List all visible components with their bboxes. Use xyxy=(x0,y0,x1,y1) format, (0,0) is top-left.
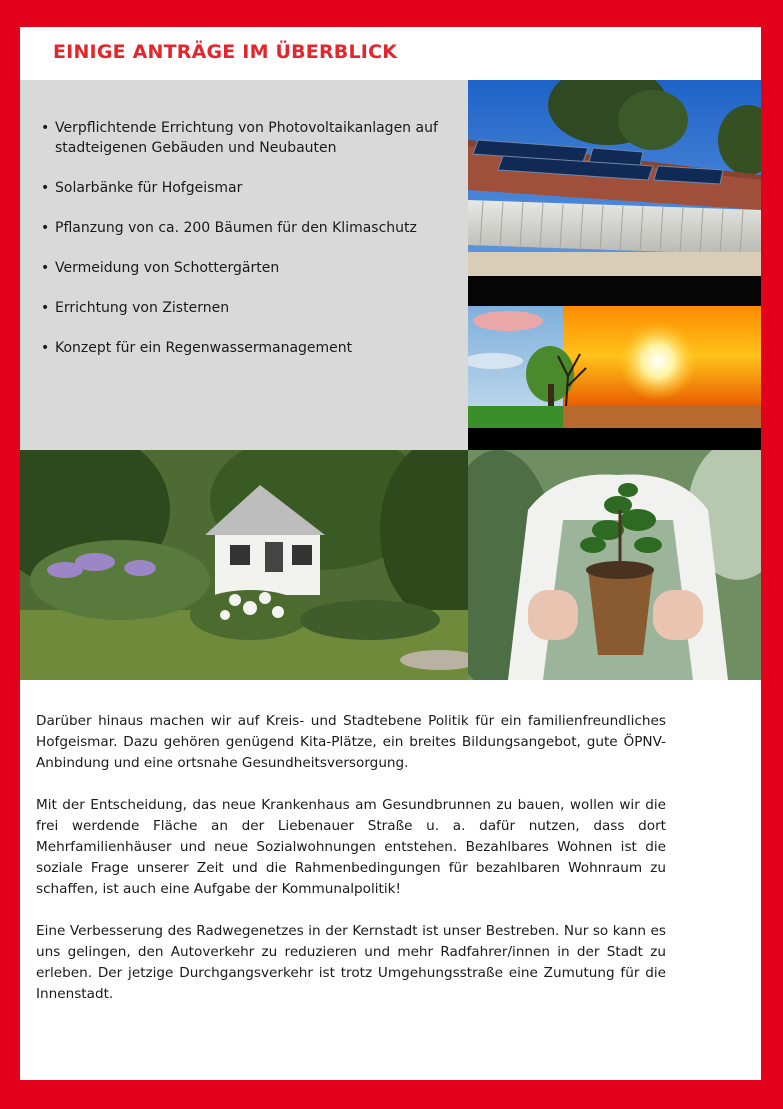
list-item-text: Solarbänke für Hofgeismar xyxy=(55,180,243,196)
list-item xyxy=(40,218,460,238)
list-item-text: Vermeidung von Schottergärten xyxy=(55,260,280,276)
measures-panel xyxy=(20,80,468,450)
garden-house-photo xyxy=(20,450,468,680)
plant-pot-photo xyxy=(468,450,761,680)
bullet-icon: • xyxy=(41,120,50,136)
list-item-text: Pflanzung von ca. 200 Bäumen für den Klimaschutz xyxy=(55,220,417,236)
bullet-icon: • xyxy=(41,220,50,236)
list-item-text: Verpflichtende Errichtung von Photovoltaikanlagen auf stadteigenen Gebäuden und Neubauten xyxy=(55,120,438,156)
paragraph: Eine Verbesserung des Radwegenetzes in der Kernstadt ist unser Bestreben. Nur so kann es uns gelingen, den Autoverkehr zu reduzieren und mehr Radfahrer/innen in der Stadt zu erleben. Der jetzige Durchgangsverkehr ist trotz Umgehungsstraße eine Zumutung für die Innenstadt. xyxy=(36,923,666,1002)
solar-roof-photo xyxy=(468,80,761,306)
paragraph: Mit der Entscheidung, das neue Krankenhaus am Gesundbrunnen zu bauen, wollen wir die frei werdende Fläche an der Liebenauer Straße u. a. dafür nutzen, dass dort Mehrfamilienhäuser und neue Sozialwohnungen entstehen. Bezahlbares Wohnen ist die soziale Frage unserer Zeit und die Rahmenbedingungen für bezahlbaren Wohnraum zu schaffen, ist auch eine Aufgabe der Kommunalpolitik! xyxy=(36,797,666,897)
page-title: EINIGE ANTRÄGE IM ÜBERBLICK xyxy=(53,41,398,63)
paragraph: Darüber hinaus machen wir auf Kreis- und Stadtebene Politik für ein familienfreundliches Hofgeismar. Dazu gehören genügend Kita-Plätze, ein breites Bildungsangebot, gute ÖPNV-Anbindung und eine ortsnahe Gesundheitsversorgung. xyxy=(36,713,666,771)
bullet-icon: • xyxy=(41,260,50,276)
list-item xyxy=(40,178,460,198)
list-item xyxy=(40,118,460,158)
bullet-icon: • xyxy=(41,340,50,356)
list-item-text: Konzept für ein Regenwassermanagement xyxy=(55,340,353,356)
list-item xyxy=(40,298,460,318)
bullet-icon: • xyxy=(41,300,50,316)
page-sheet xyxy=(20,27,761,1080)
climate-tree-photo xyxy=(468,306,761,450)
list-item xyxy=(40,338,460,358)
bullet-icon: • xyxy=(41,180,50,196)
measures-list xyxy=(40,118,460,378)
list-item xyxy=(40,258,460,278)
body-text xyxy=(36,711,666,1026)
list-item-text: Errichtung von Zisternen xyxy=(55,300,230,316)
